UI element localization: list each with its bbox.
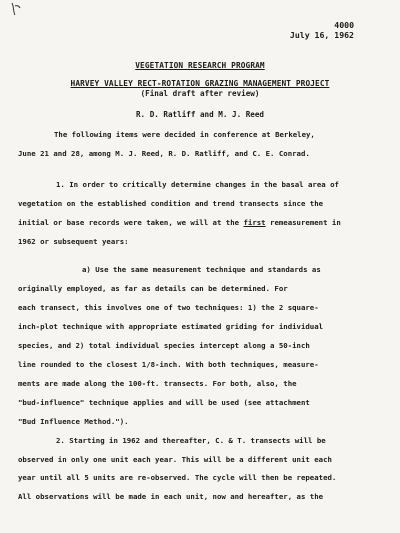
intro-line: The following items were decided in conference at Berkeley, bbox=[54, 130, 315, 139]
underlined-word: first bbox=[243, 217, 266, 227]
item-1-line bbox=[18, 214, 372, 233]
document-body bbox=[18, 126, 372, 507]
text-run: remeasurement in bbox=[265, 217, 341, 227]
document-number: 4000 bbox=[334, 20, 354, 30]
intro-line: June 21 and 28, among M. J. Reed, R. D. Ratliff, and C. E. Conrad. bbox=[18, 148, 310, 158]
project-title: HARVEY VALLEY RECT-ROTATION GRAZING MANAGEMENT PROJECT bbox=[70, 79, 330, 88]
draft-note: (Final draft after review) bbox=[140, 89, 260, 98]
handwritten-mark bbox=[9, 2, 23, 16]
item-1a-line: line rounded to the closest 1/8-inch. With both techniques, measure- bbox=[18, 359, 319, 369]
item-1a-line: ments are made along the 100-ft. transects. For both, also, the bbox=[18, 378, 297, 388]
program-title: VEGETATION RESEARCH PROGRAM bbox=[135, 61, 265, 70]
item-2-line: year until all 5 units are re-observed. The cycle will then be repeated. bbox=[18, 473, 337, 483]
item-2-line: observed in only one unit each year. This will be a different unit each bbox=[18, 454, 332, 464]
item-1a-line: species, and 2) total individual species intercept along a 50-inch bbox=[18, 341, 310, 351]
document-date: July 16, 1962 bbox=[289, 30, 354, 40]
item-1a-line: each transect, this involves one of two techniques: 1) the 2 square- bbox=[18, 303, 319, 313]
item-1a-line: originally employed, as far as details can be determined. For bbox=[18, 284, 288, 294]
document-header bbox=[290, 20, 354, 40]
item-1a-line: a) Use the same measurement technique and standards as bbox=[82, 265, 321, 275]
text-run: initial or base records were taken, we will at the bbox=[18, 217, 244, 227]
item-1a-line: "Bud Influence Method."). bbox=[18, 416, 129, 426]
item-1-line: 1962 or subsequent years: bbox=[18, 236, 129, 246]
item-1-line: 1. In order to critically determine changes in the basal area of bbox=[56, 179, 339, 189]
authors: R. D. Ratliff and M. J. Reed bbox=[135, 110, 264, 119]
item-1a-line: "bud-influence" technique applies and will be used (see attachment bbox=[18, 397, 310, 407]
item-2-line: 2. Starting in 1962 and thereafter, C. & T. transects will be bbox=[56, 435, 326, 445]
item-1-line: vegetation on the established condition and trend transects since the bbox=[18, 198, 324, 208]
item-2-line: All observations will be made in each unit, now and hereafter, as the bbox=[18, 492, 324, 502]
item-1a-line: inch-plot technique with appropriate estimated griding for individual bbox=[18, 322, 324, 332]
